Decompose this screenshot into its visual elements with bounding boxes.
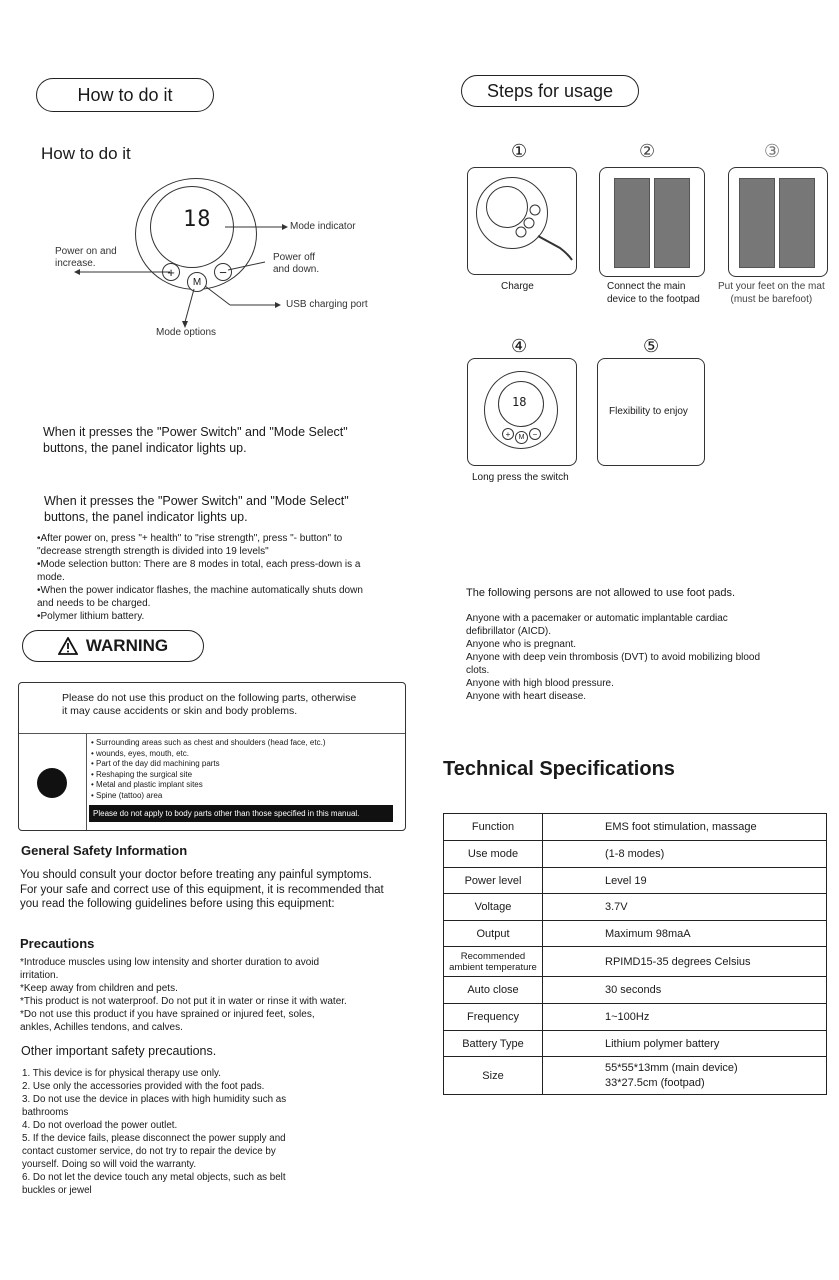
spec-label: Use mode bbox=[444, 841, 543, 868]
mode-indicator-label: Mode indicator bbox=[290, 221, 356, 232]
other-item: 5. If the device fails, please disconnect the power supply and contact customer service, do not try to repair the device by yourself. Doing so will void the warranty. bbox=[22, 1133, 286, 1170]
precaution-item: *Keep away from children and pets. bbox=[20, 983, 178, 994]
step-4-minus-button: − bbox=[529, 428, 541, 440]
not-allowed-title: The following persons are not allowed to use foot pads. bbox=[466, 587, 736, 599]
other-item: 4. Do not overload the power outlet. bbox=[22, 1120, 178, 1131]
footpad-left bbox=[614, 178, 650, 268]
precaution-item: *This product is not waterproof. Do not put it in water or rinse it with water. bbox=[20, 996, 347, 1007]
bullet-item: •Polymer lithium battery. bbox=[37, 611, 145, 622]
warning-item: • Part of the day did machining parts bbox=[91, 759, 220, 768]
spec-value: Maximum 98maA bbox=[543, 921, 827, 947]
warning-pill bbox=[22, 630, 204, 662]
warning-item: • Metal and plastic implant sites bbox=[91, 780, 203, 789]
step-1-caption: Charge bbox=[501, 281, 534, 292]
spec-label: Voltage bbox=[444, 894, 543, 921]
table-row bbox=[444, 1057, 827, 1095]
warning-column-divider bbox=[86, 733, 87, 830]
warning-icon bbox=[58, 637, 78, 655]
usb-port-label: USB charging port bbox=[286, 299, 368, 310]
spec-value: Level 19 bbox=[543, 868, 827, 894]
warning-item: • Spine (tattoo) area bbox=[91, 790, 163, 800]
table-row bbox=[444, 868, 827, 894]
other-item: 1. This device is for physical therapy use only. bbox=[22, 1068, 221, 1079]
step-4-card bbox=[467, 358, 577, 466]
steps-pill bbox=[461, 75, 639, 107]
spec-value: EMS foot stimulation, massage bbox=[543, 814, 827, 841]
step-3-card bbox=[728, 167, 828, 277]
spec-value: RPIMD15-35 degrees Celsius bbox=[543, 947, 827, 977]
spec-label: Battery Type bbox=[444, 1031, 543, 1057]
footpad-right bbox=[654, 178, 690, 268]
spec-value: (1-8 modes) bbox=[543, 841, 827, 868]
step-3-number: ③ bbox=[764, 141, 781, 161]
warning-divider bbox=[19, 733, 405, 734]
spec-value: 3.7V bbox=[543, 894, 827, 921]
spec-label: Output bbox=[444, 921, 543, 947]
power-on-label: Power on and increase. bbox=[55, 246, 117, 269]
display-digits: 18 bbox=[183, 207, 212, 232]
mode-options-label: Mode options bbox=[156, 327, 217, 338]
warning-item: • wounds, eyes, mouth, etc. bbox=[91, 748, 189, 758]
step-4-plus-button: + bbox=[502, 428, 514, 440]
step-4-caption: Long press the switch bbox=[472, 472, 569, 483]
step-5-caption: Flexibility to enjoy bbox=[609, 406, 688, 417]
warning-bar-text: Please do not apply to body parts other than those specified in this manual. bbox=[93, 809, 360, 818]
other-item: 2. Use only the accessories provided with the foot pads. bbox=[22, 1081, 265, 1092]
other-item: 3. Do not use the device in places with high humidity such as bathrooms bbox=[22, 1094, 287, 1118]
spec-value: 55*55*13mm (main device) 33*27.5cm (footpad) bbox=[543, 1057, 827, 1095]
warning-item: • Reshaping the surgical site bbox=[91, 769, 193, 779]
precautions-list bbox=[20, 956, 390, 1034]
spec-label: Function bbox=[444, 814, 543, 841]
steps-pill-label: Steps for usage bbox=[486, 80, 614, 101]
warning-bar bbox=[89, 805, 393, 822]
step-2-number: ② bbox=[639, 141, 656, 161]
warning-intro: Please do not use this product on the following parts, otherwise it may cause accidents or skin and body problems. bbox=[62, 692, 357, 717]
mat-left bbox=[739, 178, 775, 268]
table-row bbox=[444, 814, 827, 841]
plus-button: + bbox=[162, 263, 180, 281]
spec-value: Lithium polymer battery bbox=[543, 1031, 827, 1057]
spec-value: 30 seconds bbox=[543, 977, 827, 1004]
table-row bbox=[444, 947, 827, 977]
warning-dot-icon bbox=[37, 768, 67, 798]
table-row bbox=[444, 1031, 827, 1057]
mat-right bbox=[779, 178, 815, 268]
step-3-caption: Put your feet on the mat (must be barefoot) bbox=[718, 281, 825, 305]
table-row bbox=[444, 894, 827, 921]
spec-label: Recommended ambient temperature bbox=[444, 947, 543, 977]
step-1-card bbox=[467, 167, 577, 275]
step-2-card bbox=[599, 167, 705, 277]
step-5-card bbox=[597, 358, 705, 466]
diagram-leader-lines bbox=[0, 0, 420, 340]
bullet-item: •After power on, press "+ health" to "rise strength", press "- button" to "decrease strength strength is divided into 19 levels" bbox=[37, 533, 343, 557]
step-4-number: ④ bbox=[511, 336, 528, 356]
spec-label: Size bbox=[444, 1057, 543, 1095]
panel-paragraph-1: When it presses the "Power Switch" and "Mode Select" buttons, the panel indicator lights up. bbox=[43, 425, 348, 455]
step-4-display: 18 bbox=[512, 395, 527, 409]
section-title: How to do it bbox=[41, 144, 131, 163]
power-off-label: Power off and down. bbox=[273, 252, 320, 275]
mode-button: M bbox=[187, 272, 207, 292]
spec-table bbox=[443, 813, 827, 1095]
table-row bbox=[444, 841, 827, 868]
table-row bbox=[444, 977, 827, 1004]
not-allowed-list: Anyone with a pacemaker or automatic implantable cardiac defibrillator (AICD). Anyone who is pregnant. Anyone with deep vein thrombosis (DVT) to avoid mobilizing blood clots. Anyone with high blood pressure. Anyone with heart disease. bbox=[466, 613, 761, 702]
other-title: Other important safety precautions. bbox=[21, 1044, 217, 1058]
precautions-title: Precautions bbox=[20, 936, 95, 951]
step-5-number: ⑤ bbox=[643, 336, 660, 356]
precaution-item: *Introduce muscles using low intensity and shorter duration to avoid irritation. bbox=[20, 957, 320, 981]
feature-bullets bbox=[37, 532, 397, 623]
spec-label: Frequency bbox=[444, 1004, 543, 1031]
table-row bbox=[444, 921, 827, 947]
bullet-item: •When the power indicator flashes, the machine automatically shuts down and needs to be charged. bbox=[37, 585, 363, 609]
warning-item: • Surrounding areas such as chest and shoulders (head face, etc.) bbox=[91, 738, 326, 747]
precaution-item: *Do not use this product if you have sprained or injured feet, soles, ankles, Achilles tendons, and calves. bbox=[20, 1009, 315, 1033]
other-item: 6. Do not let the device touch any metal objects, such as belt buckles or jewel bbox=[22, 1172, 286, 1196]
panel-paragraph-2: When it presses the "Power Switch" and "Mode Select" buttons, the panel indicator lights up. bbox=[44, 494, 349, 524]
step-4-mode-button: M bbox=[515, 431, 528, 444]
step-2-caption: Connect the main device to the footpad bbox=[607, 281, 700, 305]
step-1-number: ① bbox=[511, 141, 528, 161]
warning-box bbox=[18, 682, 406, 831]
warning-label: WARNING bbox=[85, 636, 169, 655]
other-list bbox=[22, 1067, 352, 1197]
spec-value: 1~100Hz bbox=[543, 1004, 827, 1031]
spec-label: Auto close bbox=[444, 977, 543, 1004]
how-to-pill-label: How to do it bbox=[77, 84, 173, 105]
warning-items bbox=[91, 738, 326, 801]
general-text: You should consult your doctor before treating any painful symptoms. For your safe and correct use of this equipment, it is recommended that you read the following guidelines before using this equipment: bbox=[20, 869, 384, 910]
table-row bbox=[444, 1004, 827, 1031]
general-title: General Safety Information bbox=[21, 843, 188, 858]
tech-title: Technical Specifications bbox=[443, 758, 675, 780]
minus-button: − bbox=[214, 263, 232, 281]
bullet-item: •Mode selection button: There are 8 modes in total, each press-down is a mode. bbox=[37, 559, 361, 583]
charging-cable-icon bbox=[468, 168, 576, 274]
spec-label: Power level bbox=[444, 868, 543, 894]
